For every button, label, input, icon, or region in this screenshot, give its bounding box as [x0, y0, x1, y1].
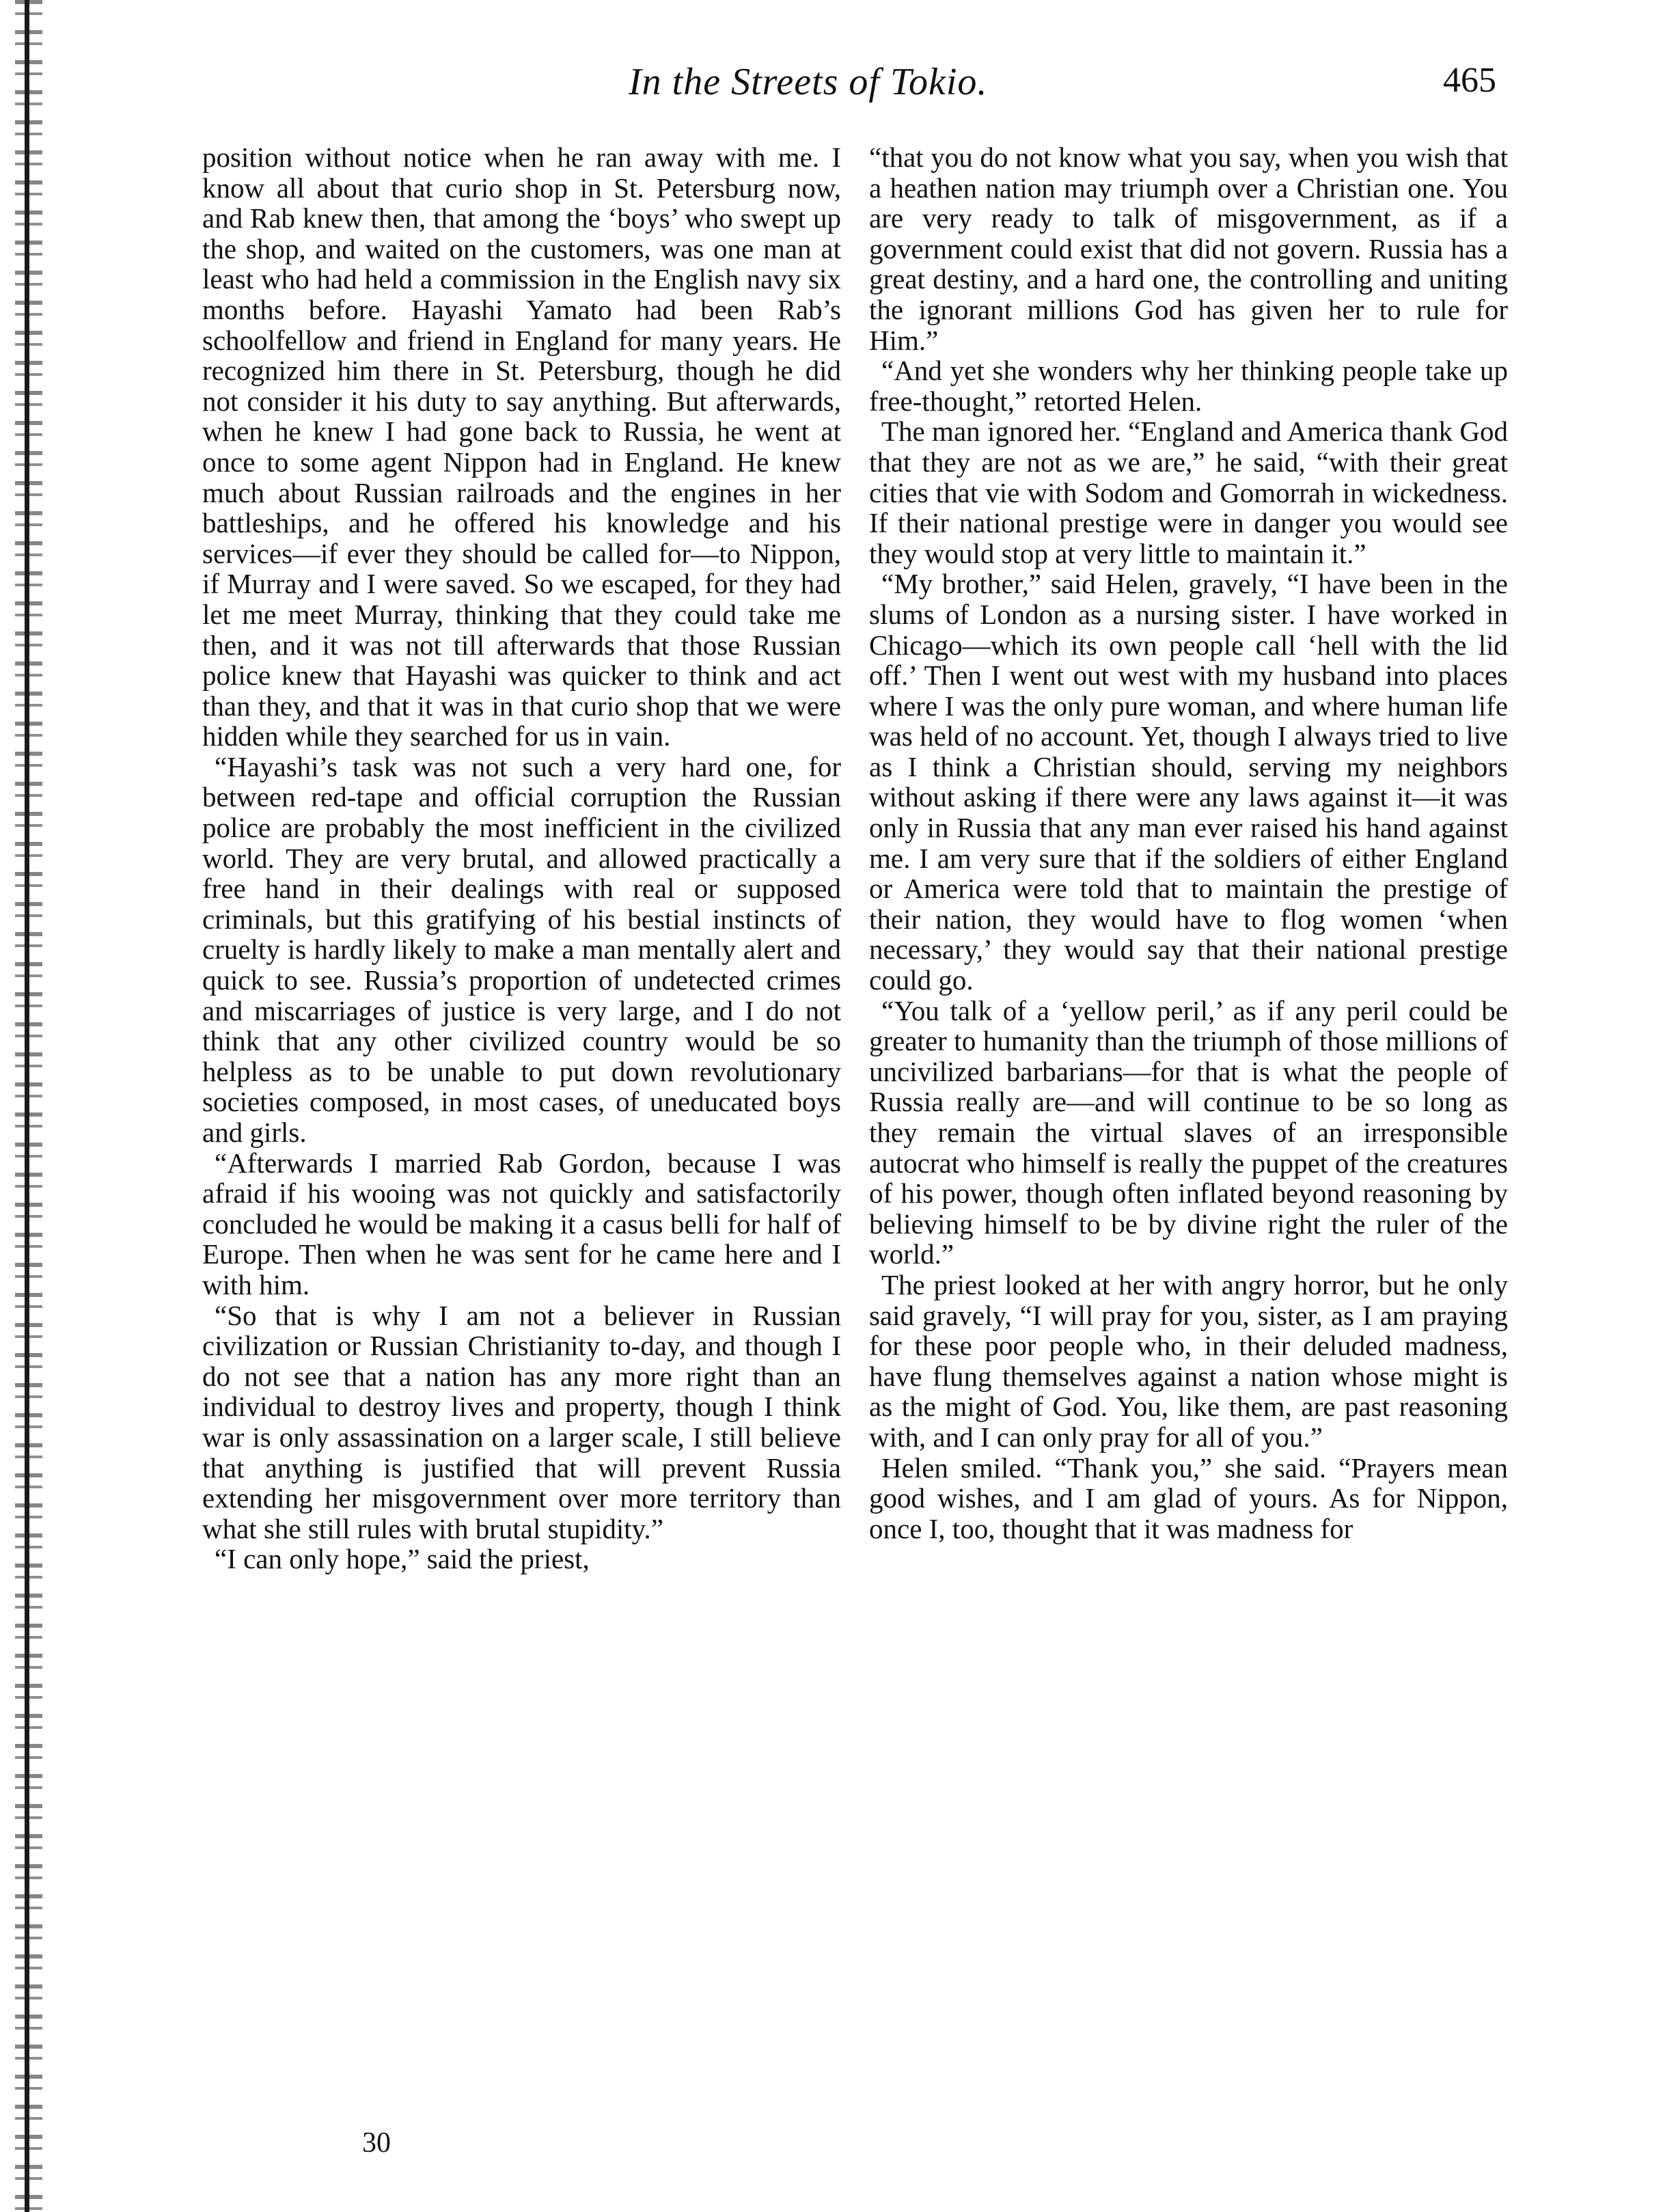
paragraph: “You talk of a ‘yellow peril,’ as if any peril could be greater to humanity than the triumph of those millions of uncivilized barbarians—for that is what the people of Russia really are—and will continue to be so long as they remain the virtual slaves of an irresponsible autocrat who himself is really the puppet of the creatures of his power, though often inflated beyond reasoning by believing himself to be by divine right the ruler of the world.” — [869, 994, 1508, 1270]
page-number: 465 — [1443, 61, 1496, 100]
paragraph: position without notice when he ran away with me. I know all about that curio shop in St. Petersburg now, and Rab knew then, that among the ‘boys’ who swept up the shop, and waited on the customers, was one man at least who had held a commission in the English navy six months before. Hayashi Yamato had been Rab’s schoolfellow and friend in England for many years. He recognized him there in St. Petersburg, though he did not consider it his duty to say anything. But afterwards, when he knew I had gone back to Russia, he went at once to some agent Nippon had in England. He knew much about Russian railroads and the engines in her battleships, and he offered his knowledge and his services—if ever they should be called for—to Nippon, if Murray and I were saved. So we escaped, for they had let me meet Murray, thinking that they could take me then, and it was not till afterwards that those Russian police knew that Hayashi was quicker to think and act than they, and that it was in that curio shop that we were hidden while they searched for us in vain. — [202, 141, 841, 752]
signature-mark: 30 — [362, 2127, 391, 2159]
paragraph: “Hayashi’s task was not such a very hard one, for between red-tape and official corruption the Russian police are probably the most inefficient in the civilized world. They are very brutal, and allowed practically a free hand in their dealings with real or supposed criminals, but this gratifying of his bestial instincts of cruelty is hardly likely to make a man mentally alert and quick to see. Russia’s proportion of undetected crimes and miscarriages of justice is very large, and I do not think that any other civilized country would be so helpless as to be unable to put down revolutionary societies composed, in most cases, of uneducated boys and girls. — [202, 750, 841, 1148]
paragraph: “And yet she wonders why her thinking people take up free-thought,” retorted Helen. — [869, 355, 1508, 417]
paragraph: “that you do not know what you say, when you wish that a heathen nation may triumph over a Christian one. You are very ready to talk of misgovernment, as if a government could exist that did not govern. Russia has a great destiny, and a hard one, the controlling and uniting the ignorant millions God has given her to rule for Him.” — [869, 141, 1508, 356]
paragraph: “Afterwards I married Rab Gordon, because I was afraid if his wooing was not quickly and satisfactorily concluded he would be making it a casus belli for half of Europe. Then when he was sent for he came here and I with him. — [202, 1147, 841, 1300]
paragraph: Helen smiled. “Thank you,” she said. “Prayers mean good wishes, and I am glad of yours. As for Nippon, once I, too, thought that it was madness for — [869, 1451, 1508, 1544]
page-header — [198, 60, 1496, 122]
page-binding-line — [25, 0, 29, 2212]
paragraph: The priest looked at her with angry horror, but he only said gravely, “I will pray for you, sister, as I am praying for these poor people who, in their deluded madness, have flung themselves against a nation whose might is as the might of God. You, like them, are past reasoning with, and I can only pray for all of you.” — [869, 1268, 1508, 1453]
paragraph: “So that is why I am not a believer in Russian civilization or Russian Christianity to-day, and though I do not see that a nation has any more right than an individual to destroy lives and property, though I think war is only assassination on a larger scale, I still believe that anything is justified that will prevent Russia extending her misgovernment over more territory than what she still rules with brutal stupidity.” — [202, 1299, 841, 1544]
running-title: In the Streets of Tokio. — [629, 61, 988, 103]
left-column — [202, 142, 841, 1574]
right-column — [869, 142, 1508, 1544]
paragraph: “I can only hope,” said the priest, — [215, 1543, 590, 1575]
paragraph: “My brother,” said Helen, gravely, “I have been in the slums of London as a nursing sister. I have worked in Chicago—which its own people call ‘hell with the lid off.’ Then I went out west with my husband into places where I was the only pure woman, and where human life was held of no account. Yet, though I always tried to live as I think a Christian should, serving my neighbors without asking if there were any laws against it—it was only in Russia that any man ever raised his hand against me. I am very sure that if the soldiers of either England or America were told that to maintain the prestige of their nation, they would have to flog women ‘when necessary,’ they would say that their national prestige could go. — [869, 568, 1508, 996]
paragraph: The man ignored her. “England and America thank God that they are not as we are,” he said, “with their great cities that vie with Sodom and Gomorrah in wickedness. If their national prestige were in danger you would see they would stop at very little to maintain it.” — [869, 415, 1508, 569]
